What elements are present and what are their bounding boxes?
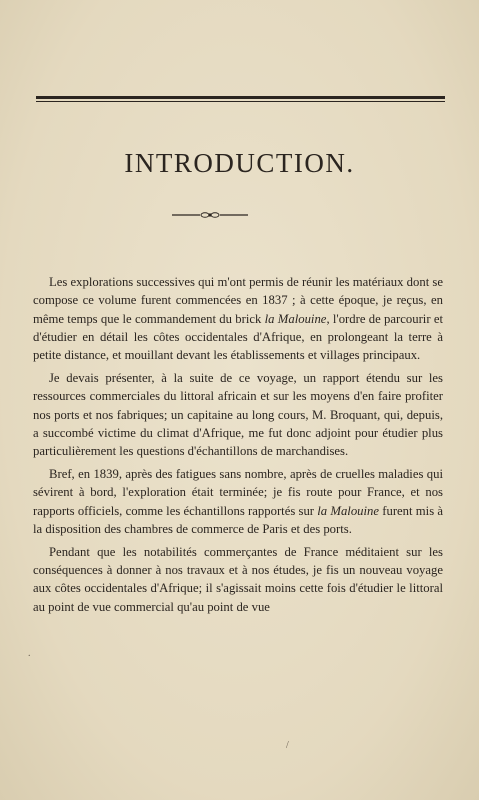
- page-speck: /: [286, 740, 289, 751]
- rule-thin-line: [36, 101, 445, 102]
- chapter-title: INTRODUCTION.: [124, 148, 355, 178]
- body-text: [33, 273, 443, 620]
- paragraph: Les explorations successives qui m'ont permis de réunir les matériaux dont se compose ce volume furent commencées en 1837 ; à cette époque, je reçus, en même temps que le commandement du brick la Malouine, l'ordre de parcourir et d'étudier en détail les côtes occidentales d'Afrique, en prolongeant la terre à petite distance, et mouillant devant les établissements et villages principaux.: [33, 275, 443, 363]
- margin-speck: .: [28, 648, 31, 659]
- title-ornament-icon: [170, 208, 250, 222]
- paragraph: Pendant que les notabilités commerçantes de France méditaient sur les conséquences à donner à nos travaux et à nos études, je fis un nouveau voyage aux côtes occidentales d'Afrique; il s'agissait moins cette fois d'étudier le littoral au point de vue commercial qu'au point de vue: [33, 544, 443, 614]
- rule-thick-line: [36, 96, 445, 99]
- paragraph: Bref, en 1839, après des fatigues sans nombre, après de cruelles maladies qui sévirent à bord, l'exploration était terminée; je fis route pour France, et nos rapports officiels, comme les échantillons rapportés sur la Malouine furent mis à la disposition des chambres de commerce de Paris et des ports.: [33, 466, 444, 536]
- header-double-rule: [36, 96, 445, 102]
- paragraph: Je devais présenter, à la suite de ce voyage, un rapport étendu sur les ressources commerciales du littoral africain et sur les moyens d'en faire profiter nos ports et nos fabriques; un capitaine au long cours, M. Broquant, qui, depuis, a succombé victime du climat d'Afrique, me fut donc adjoint pour étudier plus particulièrement les questions d'échantillons de marchandises.: [33, 370, 443, 459]
